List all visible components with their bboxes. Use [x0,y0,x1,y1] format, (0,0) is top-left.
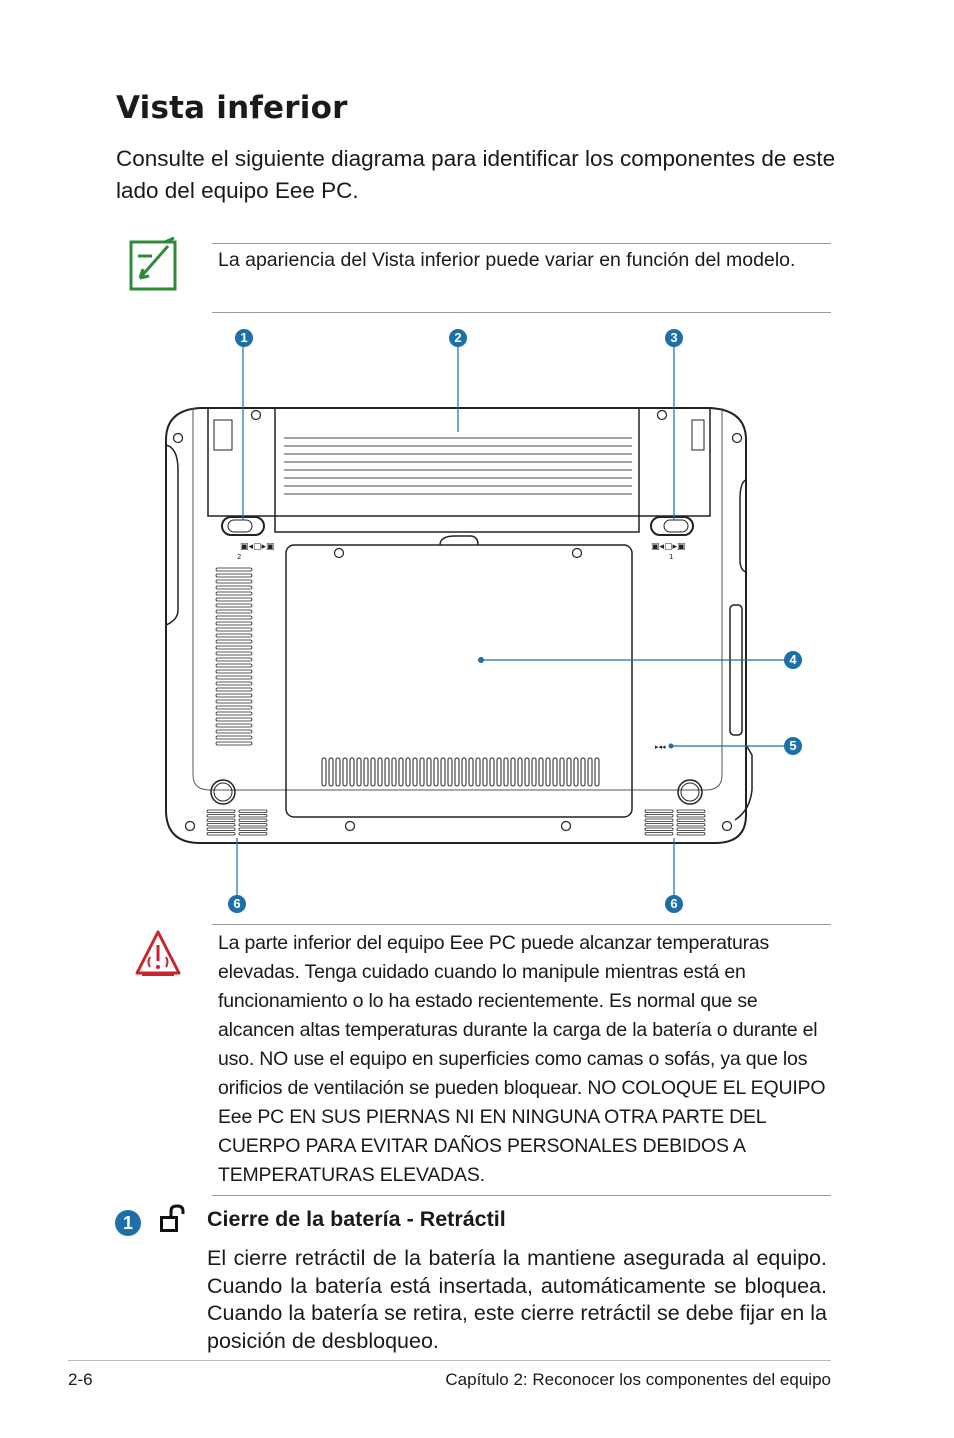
chapter-title: Capítulo 2: Reconocer los componentes del equipo [445,1370,831,1389]
note-top-rule [212,243,831,244]
latch-left-number: 2 [237,553,242,561]
section-number-badge: 1 [115,1210,141,1236]
svg-text:▸◂◂: ▸◂◂ [655,743,666,751]
section-title: Cierre de la batería - Retráctil [207,1207,506,1231]
callout-2: 2 [449,329,467,347]
bottom-view-diagram [150,320,830,920]
callout-3: 3 [665,329,683,347]
warning-bottom-rule [212,1195,831,1196]
footer-rule [68,1360,831,1361]
section-body: El cierre retráctil de la batería la mantiene asegurada al equipo. Cuando la batería está insertada, automáticamente se bloquea. Cuando la batería se retira, este cierre retráctil se debe fijar en la posición de desbloqueo. [207,1246,827,1353]
callout-1: 1 [235,329,253,347]
note-icon [128,236,180,292]
page-title: Vista inferior [116,90,348,126]
left-speaker-grille [207,810,267,835]
diagram-svg [150,320,830,920]
intro-paragraph: Consulte el siguiente diagrama para identificar los componentes de este lado del equipo Eee PC. [116,146,836,203]
warning-top-rule [212,924,831,925]
callout-6-right: 6 [665,895,683,913]
callout-5: 5 [784,737,802,755]
chassis-outline [166,408,746,843]
left-side-vents [216,568,252,745]
warning-text: La parte inferior del equipo Eee PC puede alcanzar temperaturas elevadas. Tenga cuidado cuando lo manipule mientras está en funcionamiento o lo ha estado recientemente. Es normal que se alcancen altas temperaturas durante la carga de la batería o durante el uso. NO use el equipo en superficies como camas o sofás, ya que los orificios de ventilación se pueden bloquear. NO COLOQUE EL EQUIPO Eee PC EN SUS PIERNAS NI EN NINGUNA OTRA PARTE DEL CUERPO PARA EVITAR DAÑOS PERSONALES DEBIDOS A TEMPERATURAS ELEVADAS. [218,932,826,1186]
note-text: La apariencia del Vista inferior puede variar en función del modelo. [218,249,796,271]
screws [174,411,742,831]
right-speaker-grille [645,810,705,835]
callout-4: 4 [784,651,802,669]
foot-left [211,780,235,804]
svg-text:▣◂▢▸▣: ▣◂▢▸▣ [240,542,275,552]
callout-6-left: 6 [228,895,246,913]
note-bottom-rule [212,312,831,313]
battery-ridges [284,438,632,494]
unlock-icon [157,1204,187,1236]
latch-right-number: 1 [669,553,674,561]
page-number: 2-6 [68,1370,93,1389]
memory-vents [322,758,599,786]
foot-right [678,780,702,804]
svg-text:▣◂▢▸▣: ▣◂▢▸▣ [651,542,686,552]
warning-hot-surface-icon [134,929,182,979]
